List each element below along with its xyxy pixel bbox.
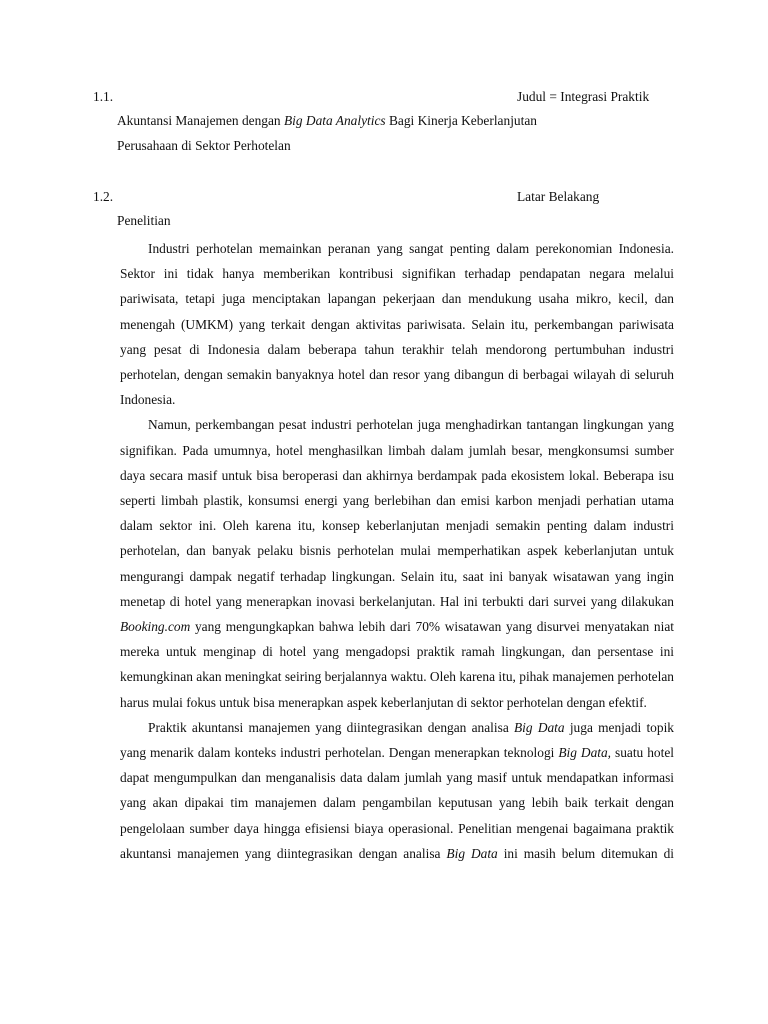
paragraph-text: yang mengungkapkan bahwa lebih dari 70% wisatawan yang disurvei menyatakan niat mereka untuk menginap di hotel yang mengadopsi praktik ramah lingkungan, dan persentase ini kemungkinan akan meningkat seiring berjalannya waktu. Oleh karena itu, pihak manajemen perhotelan harus mulai fokus untuk bisa menerapkan aspek keberlanjutan di sektor perhotelan dengan efektif. xyxy=(120,619,674,710)
paragraph-emphasis: Big Data, xyxy=(558,745,612,761)
section-title-1-1-part1: Judul = Integrasi Praktik xyxy=(517,89,650,104)
paragraph-text: juga menjadi topik yang menarik dalam konteks industri perhotelan. Dengan menerapkan teknologi xyxy=(120,719,674,761)
section-number-1-1: 1.1. xyxy=(93,89,114,104)
paragraph-text: ini masih belum ditemukan di xyxy=(497,845,674,861)
section-title-1-1-line3: Perusahaan di Sektor Perhotelan xyxy=(117,138,291,153)
paragraph-text: suatu hotel dapat mengumpulkan dan menganalisis data dalam jumlah yang masif untuk mendapatkan informasi yang akan dipakai tim manajemen dalam pengambilan keputusan yang lebih baik terkait dengan pengelolaan sumber daya hingga efisiensi biaya operasional. Penelitian mengenai bagaimana praktik akuntansi manajemen yang diintegrasikan dengan analisa xyxy=(120,745,674,861)
paragraph-emphasis: Booking.com xyxy=(120,619,191,635)
paragraph-text: Praktik akuntansi manajemen yang diintegrasikan dengan analisa xyxy=(148,719,514,735)
paragraph-emphasis: Big Data xyxy=(446,845,498,861)
paragraph-3 xyxy=(120,715,674,866)
section-title-1-1-line2 xyxy=(117,113,537,129)
body-text xyxy=(120,236,674,866)
paragraph-text: Namun, perkembangan pesat industri perhotelan juga menghadirkan tantangan lingkungan yang signifikan. Pada umumnya, hotel menghasilkan limbah dalam jumlah besar, mengkonsumsi sumber daya secara masif untuk bisa beroperasi dan akhirnya berdampak pada ekosistem lokal. Beberapa isu seperti limbah plastik, konsumsi energi yang berlebihan dan emisi karbon menjadi perhatian utama dalam sektor ini. Oleh karena itu, konsep keberlanjutan menjadi semakin penting dalam industri perhotelan, dan banyak pelaku bisnis perhotelan mulai memperhatikan aspek keberlanjutan untuk mengurangi dampak negatif terhadap lingkungan. Selain itu, saat ini banyak wisatawan yang ingin menetap di hotel yang menerapkan inovasi berkelanjutan. Hal ini terbukti dari survei yang dilakukan xyxy=(120,417,674,609)
title-emphasis: Big Data Analytics xyxy=(283,113,386,128)
title-text: Bagi Kinerja Keberlanjutan xyxy=(385,113,537,128)
section-title-1-2-line2: Penelitian xyxy=(117,213,171,228)
section-title-1-2-part1: Latar Belakang xyxy=(517,189,600,204)
paragraph-emphasis: Big Data xyxy=(514,719,565,735)
section-number-1-2: 1.2. xyxy=(93,189,114,204)
paragraph-1: Industri perhotelan memainkan peranan yang sangat penting dalam perekonomian Indonesia. Sektor ini tidak hanya memberikan kontribusi signifikan terhadap pendapatan negara melalui pariwisata, tetapi juga menciptakan lapangan pekerjaan dan mendukung usaha mikro, kecil, dan menengah (UMKM) yang terkait dengan aktivitas pariwisata. Selain itu, perkembangan pariwisata yang pesat di Indonesia dalam beberapa tahun terakhir telah mendorong pertumbuhan industri perhotelan, dengan semakin banyaknya hotel dan resor yang dibangun di berbagai wilayah di seluruh Indonesia. xyxy=(120,241,674,408)
title-text: Akuntansi Manajemen dengan xyxy=(117,113,284,128)
paragraph-2 xyxy=(120,412,674,714)
